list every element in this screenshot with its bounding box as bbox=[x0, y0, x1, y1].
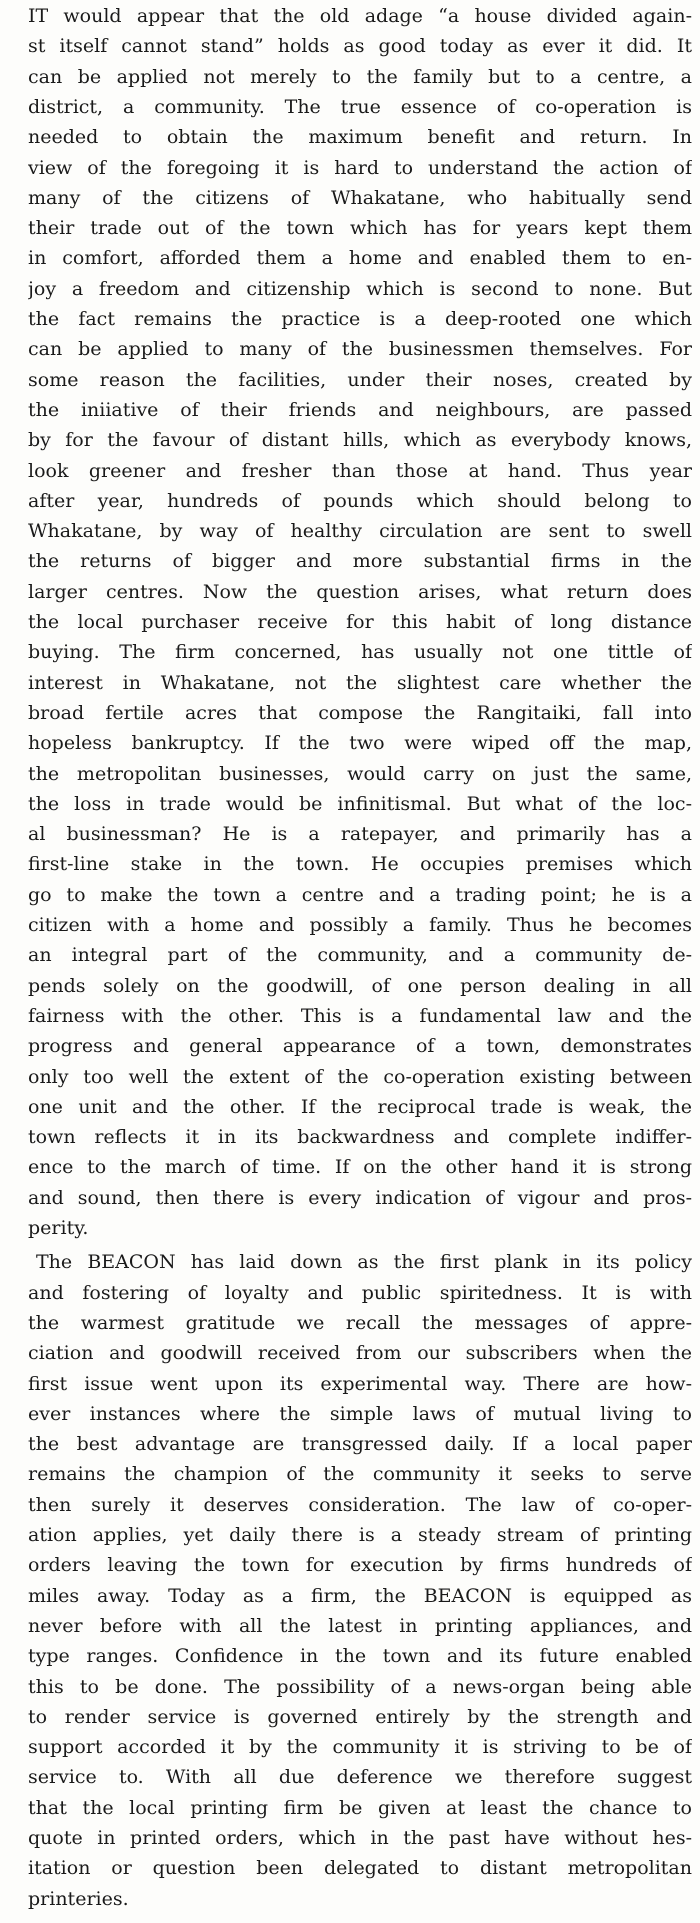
text-line: an integral part of the community, and a community de- bbox=[28, 944, 692, 967]
text-line: joy a freedom and citizenship which is second to none. But bbox=[28, 277, 692, 300]
text-line: ation applies, yet daily there is a steady stream of printing bbox=[28, 1524, 692, 1546]
text-line: can be applied not merely to the family but to a centre, a bbox=[28, 65, 692, 88]
text-line: look greener and fresher than those at hand. Thus year bbox=[28, 459, 692, 482]
text-line: al businessman? He is a ratepayer, and primarily has a bbox=[28, 823, 692, 846]
text-line: remains the champion of the community it seeks to serve bbox=[28, 1463, 692, 1486]
text-line: first-line stake in the town. He occupies premises which bbox=[28, 853, 692, 876]
text-line: orders leaving the town for execution by firms hundreds of bbox=[28, 1554, 692, 1577]
text-line: pends solely on the goodwill, of one person dealing in all bbox=[28, 974, 692, 997]
text-line: the iniiative of their friends and neighbours, are passed bbox=[28, 398, 692, 421]
text-line: one unit and the other. If the reciprocal trade is weak, the bbox=[28, 1095, 692, 1118]
text-line: needed to obtain the maximum benefit and return. In bbox=[28, 126, 692, 149]
text-line: to render service is governed entirely by the strength and bbox=[28, 1705, 692, 1728]
text-line: ever instances where the simple laws of mutual living to bbox=[28, 1402, 692, 1425]
text-line: miles away. Today as a firm, the BEACON is equipped as bbox=[28, 1584, 692, 1607]
text-line: broad fertile acres that compose the Rangitaiki, fall into bbox=[28, 701, 692, 724]
text-line: many of the citizens of Whakatane, who habitually send bbox=[28, 186, 692, 209]
text-line: the warmest gratitude we recall the messages of appre- bbox=[28, 1311, 692, 1334]
text-line: larger centres. Now the question arises, what return does bbox=[28, 580, 692, 603]
text-line: itation or question been delegated to distant metropolitan bbox=[28, 1857, 692, 1880]
text-line: never before with all the latest in printing appliances, and bbox=[28, 1614, 692, 1637]
text-line: and fostering of loyalty and public spiritedness. It is with bbox=[28, 1281, 692, 1304]
text-line: first issue went upon its experimental way. There are how- bbox=[28, 1372, 692, 1395]
text-line: perity. bbox=[28, 1217, 89, 1239]
text-line: can be applied to many of the businessmen themselves. For bbox=[28, 338, 692, 361]
text-line: service to. With all due deference we therefore suggest bbox=[28, 1766, 692, 1789]
text-line: the best advantage are transgressed daily. If a local paper bbox=[28, 1433, 692, 1456]
text-line: their trade out of the town which has for years kept them bbox=[28, 217, 692, 240]
text-line: in comfort, afforded them a home and enabled them to en- bbox=[28, 247, 692, 270]
text-line: go to make the town a centre and a trading point; he is a bbox=[28, 883, 692, 906]
text-line: ciation and goodwill received from our subscribers when the bbox=[28, 1342, 692, 1365]
text-line: citizen with a home and possibly a family. Thus he becomes bbox=[28, 914, 692, 936]
text-line: interest in Whakatane, not the slightest care whether the bbox=[28, 671, 692, 694]
text-line: this to be done. The possibility of a news-organ being able bbox=[28, 1675, 692, 1698]
text-line: the local purchaser receive for this habit of long distance bbox=[28, 611, 692, 633]
text-line: fairness with the other. This is a fundamental law and the bbox=[28, 1004, 692, 1027]
text-line: the loss in trade would be infinitismal. But what of the loc- bbox=[28, 792, 692, 815]
text-line: progress and general appearance of a town, demonstrates bbox=[28, 1035, 692, 1058]
text-line: buying. The firm concerned, has usually not one tittle of bbox=[28, 641, 692, 664]
text-line: IT would appear that the old adage “a house divided again- bbox=[28, 5, 692, 27]
text-line: the fact remains the practice is a deep-rooted one which bbox=[28, 308, 692, 330]
text-line: type ranges. Confidence in the town and its future enabled bbox=[28, 1645, 692, 1668]
text-line: printeries. bbox=[28, 1887, 129, 1910]
text-line: support accorded it by the community it is striving to be of bbox=[28, 1736, 692, 1759]
text-line: hopeless bankruptcy. If the two were wiped off the map, bbox=[28, 732, 692, 755]
text-line: st itself cannot stand” holds as good today as ever it did. It bbox=[28, 35, 692, 58]
text-line: the returns of bigger and more substantial firms in the bbox=[28, 550, 692, 573]
text-line: The BEACON has laid down as the first plank in its policy bbox=[36, 1251, 692, 1274]
text-line: Whakatane, by way of healthy circulation are sent to swell bbox=[28, 520, 692, 543]
text-line: the metropolitan businesses, would carry on just the same, bbox=[28, 762, 692, 785]
text-line: quote in printed orders, which in the past have without hes- bbox=[28, 1827, 692, 1849]
text-line: by for the favour of distant hills, which as everybody knows, bbox=[28, 429, 692, 452]
text-line: then surely it deserves consideration. The law of co-oper- bbox=[28, 1493, 692, 1516]
text-line: after year, hundreds of pounds which should belong to bbox=[28, 489, 692, 512]
text-line: district, a community. The true essence of co-operation is bbox=[28, 95, 692, 118]
text-line: some reason the facilities, under their noses, created by bbox=[28, 368, 692, 391]
text-line: view of the foregoing it is hard to understand the action of bbox=[28, 156, 692, 179]
text-line: ence to the march of time. If on the other hand it is strong bbox=[28, 1156, 692, 1179]
text-line: only too well the extent of the co-operation existing between bbox=[28, 1065, 692, 1088]
text-line: and sound, then there is every indication of vigour and pros- bbox=[28, 1186, 692, 1209]
text-line: that the local printing firm be given at least the chance to bbox=[28, 1796, 692, 1819]
text-line: town reflects it in its backwardness and complete indiffer- bbox=[28, 1126, 692, 1149]
